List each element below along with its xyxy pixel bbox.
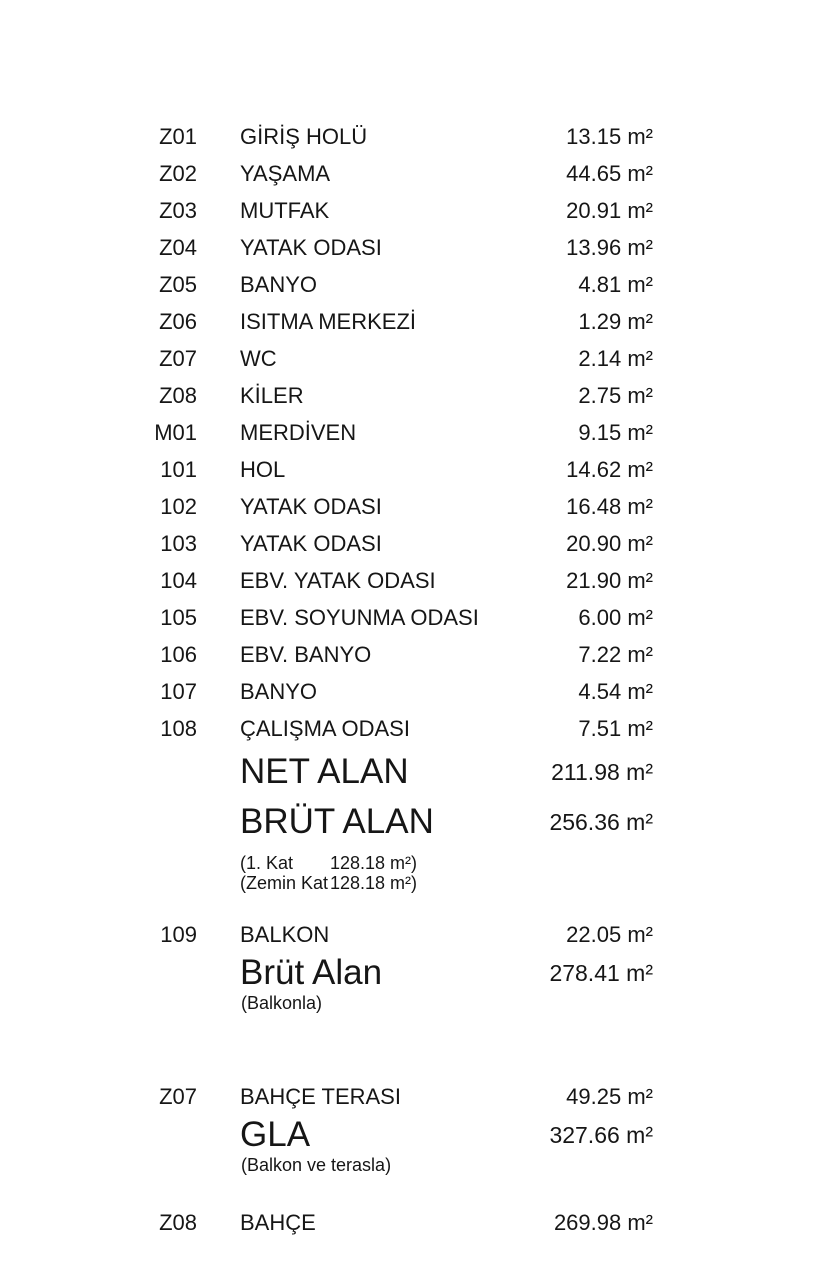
room-code: 106 <box>160 641 197 667</box>
room-code: Z08 <box>159 382 197 408</box>
room-area: 7.22 m² <box>578 641 653 667</box>
breakdown-line <box>240 873 816 893</box>
brut-alan-row <box>0 797 816 847</box>
room-name: MUTFAK <box>240 197 330 223</box>
room-name: GİRİŞ HOLÜ <box>240 123 368 149</box>
net-alan-label: NET ALAN <box>240 752 409 791</box>
brut-alan-balkonla-note: (Balkonla) <box>241 993 323 1013</box>
brut-alan-label: BRÜT ALAN <box>240 802 434 841</box>
room-code: 108 <box>160 715 197 741</box>
room-name: YATAK ODASI <box>240 234 382 260</box>
room-area: 14.62 m² <box>566 456 653 482</box>
room-name: BANYO <box>240 678 318 704</box>
room-code: Z06 <box>159 308 197 334</box>
room-area: 13.96 m² <box>566 234 653 260</box>
table-row <box>0 377 816 414</box>
table-row-balkon <box>0 916 816 953</box>
room-area: 49.25 m² <box>566 1083 653 1109</box>
room-area: 4.54 m² <box>578 678 653 704</box>
table-row <box>0 451 816 488</box>
room-name: EBV. BANYO <box>240 641 372 667</box>
room-name: EBV. SOYUNMA ODASI <box>240 604 479 630</box>
brut-alan-balkonla-label: Brüt Alan <box>240 953 383 992</box>
room-code: 101 <box>160 456 197 482</box>
gla-row <box>0 1115 816 1155</box>
room-code: 107 <box>160 678 197 704</box>
breakdown-floor-value: 128.18 m²) <box>330 853 418 873</box>
room-name: YATAK ODASI <box>240 493 382 519</box>
room-code: Z08 <box>159 1209 197 1235</box>
room-code: Z02 <box>159 160 197 186</box>
room-area: 20.90 m² <box>566 530 653 556</box>
room-area: 269.98 m² <box>553 1209 653 1235</box>
table-row <box>0 525 816 562</box>
room-area-table <box>0 118 816 747</box>
room-code: Z05 <box>159 271 197 297</box>
room-code: 105 <box>160 604 197 630</box>
room-name: BANYO <box>240 271 318 297</box>
room-name: ISITMA MERKEZİ <box>240 308 417 334</box>
breakdown-floor-label: (1. Kat <box>240 853 294 873</box>
room-area: 21.90 m² <box>566 567 653 593</box>
room-code: 103 <box>160 530 197 556</box>
room-code: Z07 <box>159 1083 197 1109</box>
room-area: 20.91 m² <box>566 197 653 223</box>
room-code: M01 <box>154 419 197 445</box>
room-area: 22.05 m² <box>566 921 653 947</box>
room-area: 7.51 m² <box>578 715 653 741</box>
table-row <box>0 710 816 747</box>
room-name: BALKON <box>240 921 330 947</box>
breakdown-floor-label: (Zemin Kat <box>240 873 329 893</box>
room-name: BAHÇE <box>240 1209 316 1235</box>
table-row <box>0 636 816 673</box>
room-code: Z07 <box>159 345 197 371</box>
room-name: BAHÇE TERASI <box>240 1083 401 1109</box>
brut-alan-balkonla-row <box>0 953 816 993</box>
table-row <box>0 303 816 340</box>
table-row-terrace <box>0 1078 816 1115</box>
table-row <box>0 673 816 710</box>
room-code: 104 <box>160 567 197 593</box>
room-area: 13.15 m² <box>566 123 653 149</box>
table-row <box>0 118 816 155</box>
table-row <box>0 266 816 303</box>
table-row <box>0 192 816 229</box>
room-name: YAŞAMA <box>240 160 331 186</box>
room-area: 1.29 m² <box>578 308 653 334</box>
room-area: 2.14 m² <box>578 345 653 371</box>
room-name: YATAK ODASI <box>240 530 382 556</box>
table-row <box>0 599 816 636</box>
brut-alan-value: 256.36 m² <box>549 808 653 835</box>
table-row <box>0 229 816 266</box>
gla-label: GLA <box>240 1115 311 1154</box>
net-alan-row <box>0 747 816 797</box>
room-area: 4.81 m² <box>578 271 653 297</box>
gla-value: 327.66 m² <box>549 1121 653 1148</box>
table-row-garden <box>0 1204 816 1241</box>
room-name: MERDİVEN <box>240 419 357 445</box>
room-name: KİLER <box>240 382 304 408</box>
room-area: 16.48 m² <box>566 493 653 519</box>
room-area: 44.65 m² <box>566 160 653 186</box>
room-name: HOL <box>240 456 286 482</box>
room-code: Z03 <box>159 197 197 223</box>
room-area: 2.75 m² <box>578 382 653 408</box>
brut-alan-balkonla-value: 278.41 m² <box>549 959 653 986</box>
room-code: 102 <box>160 493 197 519</box>
table-row <box>0 340 816 377</box>
room-name: EBV. YATAK ODASI <box>240 567 436 593</box>
room-code: 109 <box>160 921 197 947</box>
table-row <box>0 488 816 525</box>
net-alan-value: 211.98 m² <box>551 758 653 785</box>
brut-alan-breakdown <box>240 853 816 893</box>
room-area: 9.15 m² <box>578 419 653 445</box>
breakdown-line <box>240 853 816 873</box>
gla-note: (Balkon ve terasla) <box>241 1155 392 1175</box>
room-code: Z01 <box>159 123 197 149</box>
room-area: 6.00 m² <box>578 604 653 630</box>
room-name: WC <box>240 345 277 371</box>
room-code: Z04 <box>159 234 197 260</box>
table-row <box>0 562 816 599</box>
breakdown-floor-value: 128.18 m²) <box>330 873 418 893</box>
table-row <box>0 155 816 192</box>
room-name: ÇALIŞMA ODASI <box>240 715 410 741</box>
table-row <box>0 414 816 451</box>
